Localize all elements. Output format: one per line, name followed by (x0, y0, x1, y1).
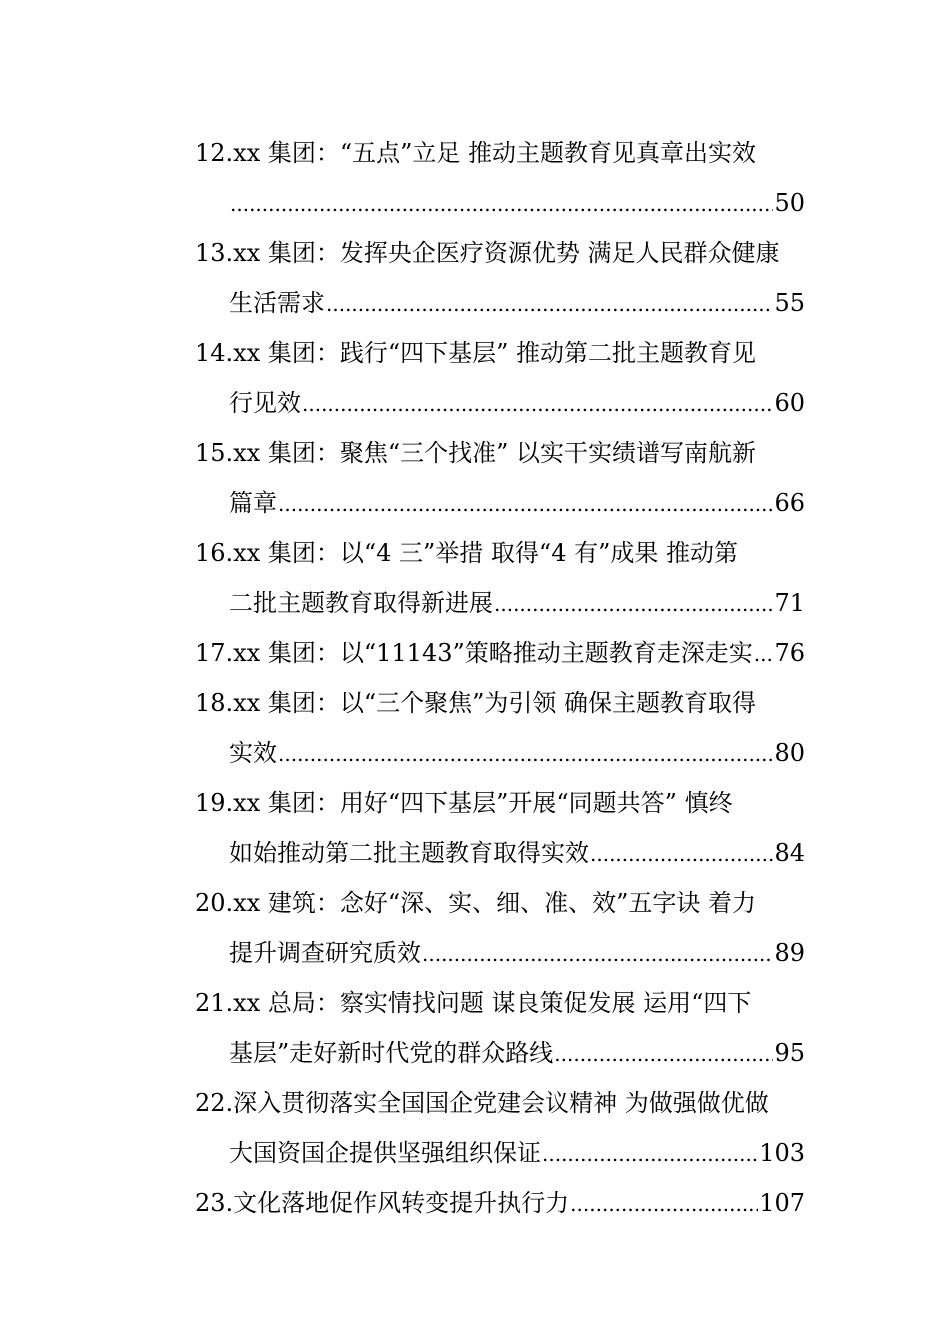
dot-leader (570, 1179, 758, 1229)
toc-page-number: 50 (774, 189, 805, 217)
toc-entry-title-cont: 篇章 (229, 489, 277, 517)
toc-entry-title-cont: 基层”走好新时代党的群众路线 (229, 1039, 554, 1067)
toc-entry-20-line-1 (195, 878, 805, 928)
toc-entry-15-line-2[interactable] (195, 478, 805, 528)
toc-page-number: 80 (774, 739, 805, 767)
toc-entry-title-cont: 如始推动第二批主题教育取得实效 (229, 839, 589, 867)
toc-entry-title: 20.xx 建筑：念好“深、实、细、准、效”五字诀 着力 (195, 889, 757, 917)
toc-entry-title-cont: 行见效 (229, 389, 301, 417)
dot-leader (590, 829, 773, 879)
toc-page-number: 76 (774, 639, 805, 667)
toc-entry-15-line-1 (195, 428, 805, 478)
toc-entry-19-line-1 (195, 778, 805, 828)
dot-leader (230, 179, 773, 229)
toc-entry-20-line-2[interactable] (195, 928, 805, 978)
toc-entry-title-cont: 生活需求 (229, 289, 325, 317)
dot-leader (278, 729, 773, 779)
toc-entry-title: 15.xx 集团：聚焦“三个找准” 以实干实绩谱写南航新 (195, 439, 757, 467)
toc-entry-17-line-1[interactable] (195, 628, 805, 678)
toc-entry-title-cont: 提升调查研究质效 (229, 939, 421, 967)
toc-page-number: 95 (774, 1039, 805, 1067)
toc-entry-title: 16.xx 集团：以“4 三”举措 取得“4 有”成果 推动第 (195, 539, 738, 567)
toc-entry-title-cont: 二批主题教育取得新进展 (229, 589, 493, 617)
dot-leader (302, 379, 773, 429)
toc-entry-21-line-2[interactable] (195, 1028, 805, 1078)
toc-entry-22-line-1 (195, 1078, 805, 1128)
dot-leader (754, 629, 774, 679)
toc-entry-title: 12.xx 集团：“五点”立足 推动主题教育见真章出实效 (195, 139, 757, 167)
toc-page-number: 89 (774, 939, 805, 967)
toc-entry-13-line-2[interactable] (195, 278, 805, 328)
toc-entry-22-line-2[interactable] (195, 1128, 805, 1178)
dot-leader (326, 279, 773, 329)
dot-leader (494, 579, 773, 629)
toc-entry-title-cont: 大国资国企提供坚强组织保证 (229, 1139, 541, 1167)
table-of-contents (195, 128, 805, 1228)
toc-entry-title: 21.xx 总局：察实情找问题 谋良策促发展 运用“四下 (195, 989, 752, 1017)
toc-entry-title: 14.xx 集团：践行“四下基层” 推动第二批主题教育见 (195, 339, 757, 367)
dot-leader (422, 929, 773, 979)
toc-entry-14-line-1 (195, 328, 805, 378)
toc-page-number: 84 (774, 839, 805, 867)
toc-page-number: 103 (759, 1139, 805, 1167)
toc-entry-18-line-1 (195, 678, 805, 728)
toc-entry-21-line-1 (195, 978, 805, 1028)
dot-leader (278, 479, 773, 529)
dot-leader (554, 1029, 773, 1079)
toc-entry-14-line-2[interactable] (195, 378, 805, 428)
toc-entry-13-line-1 (195, 228, 805, 278)
toc-page-number: 60 (774, 389, 805, 417)
toc-page-number: 107 (759, 1189, 805, 1217)
toc-entry-23-line-1[interactable] (195, 1178, 805, 1228)
toc-entry-19-line-2[interactable] (195, 828, 805, 878)
toc-entry-12-line-1 (195, 128, 805, 178)
toc-page-number: 66 (774, 489, 805, 517)
toc-entry-title: 23.文化落地促作风转变提升执行力 (195, 1189, 570, 1217)
dot-leader (542, 1129, 758, 1179)
toc-entry-16-line-1 (195, 528, 805, 578)
toc-page-number: 71 (774, 589, 805, 617)
toc-entry-title: 13.xx 集团：发挥央企医疗资源优势 满足人民群众健康 (195, 239, 780, 267)
toc-entry-title: 18.xx 集团：以“三个聚焦”为引领 确保主题教育取得 (195, 689, 757, 717)
toc-entry-16-line-2[interactable] (195, 578, 805, 628)
toc-entry-title: 19.xx 集团：用好“四下基层”开展“同题共答” 慎终 (195, 789, 733, 817)
toc-entry-title: 22.深入贯彻落实全国国企党建会议精神 为做强做优做 (195, 1089, 769, 1117)
toc-page-number: 55 (774, 289, 805, 317)
toc-entry-title-cont: 实效 (229, 739, 277, 767)
toc-entry-title: 17.xx 集团：以“11143”策略推动主题教育走深走实 (195, 639, 753, 667)
toc-entry-12-line-2[interactable] (195, 178, 805, 228)
toc-entry-18-line-2[interactable] (195, 728, 805, 778)
